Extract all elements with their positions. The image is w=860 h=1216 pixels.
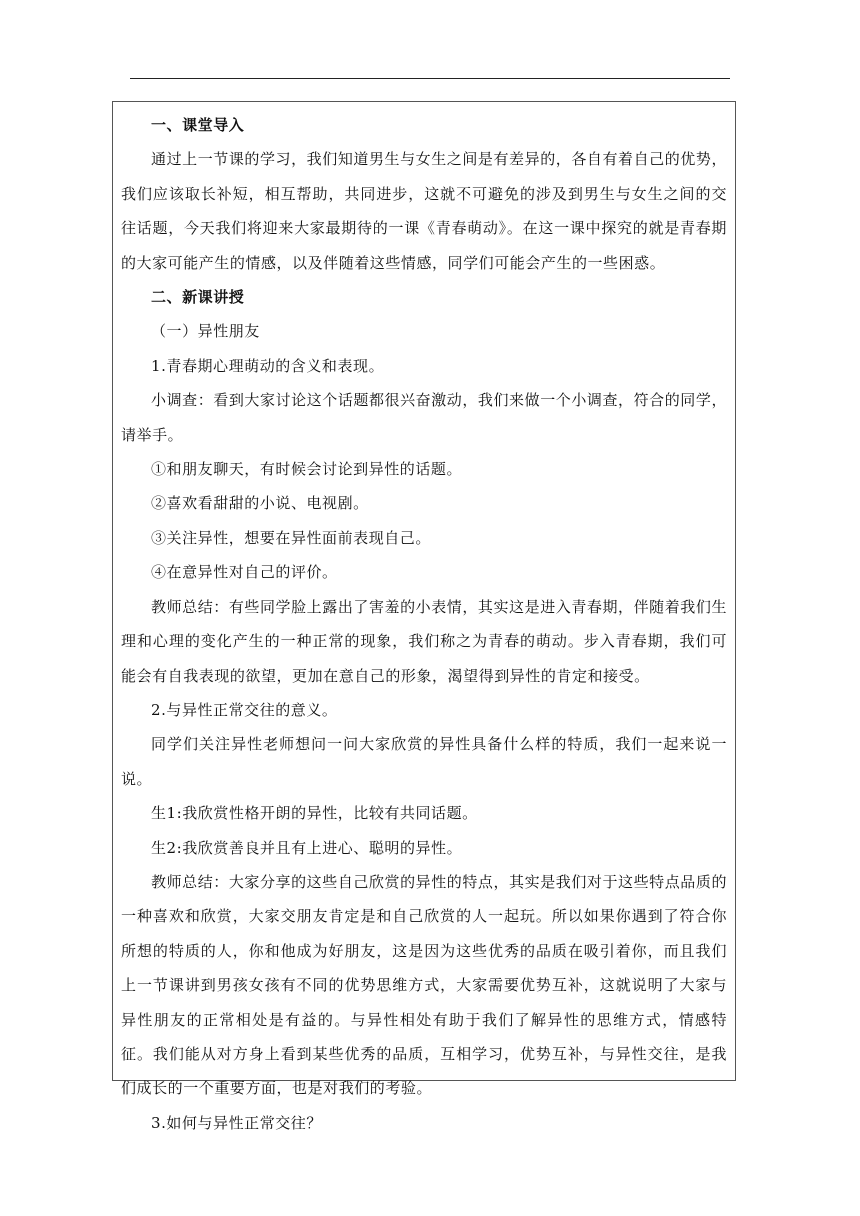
subheading-opposite-sex-friends: （一）异性朋友 bbox=[151, 322, 260, 341]
survey-item-3: ③关注异性，想要在异性面前表现自己。 bbox=[151, 528, 431, 547]
lesson-content-box bbox=[112, 101, 736, 1132]
point-1: 1.青春期心理萌动的含义和表现。 bbox=[151, 356, 385, 375]
teacher-summary-2: 教师总结：大家分享的这些自己欣赏的异性的特点，其实是我们对于这些特点品质的一种喜欢和欣赏，大家交朋友肯定是和自己欣赏的人一起玩。所以如果你遇到了符合你所想的特质的人，你和他成为好朋友，这是因为这些优秀的品质在吸引着你，而且我们上一节课讲到男孩女孩有不同的优势思维方式，大家需要优势互补，这就说明了大家与异性朋友的正常相处是有益的。与异性相处有助于我们了解异性的思维方式，情感特征。我们能从对方身上看到某些优秀的品质，互相学习，优势互补，与异性交往，是我们成长的一个重要方面，也是对我们的考验。 bbox=[121, 872, 727, 1098]
survey-item-1: ①和朋友聊天，有时候会讨论到异性的话题。 bbox=[151, 460, 463, 479]
intro-paragraph: 通过上一节课的学习，我们知道男生与女生之间是有差异的，各自有着自己的优势，我们应该取长补短，相互帮助，共同进步，这就不可避免的涉及到男生与女生之间的交往话题，今天我们将迎来大家最期待的一课《青春萌动》。在这一课中探究的就是青春期的大家可能产生的情感，以及伴随着这些情感，同学们可能会产生的一些困惑。 bbox=[121, 150, 727, 272]
survey-item-2: ②喜欢看甜甜的小说、电视剧。 bbox=[151, 494, 369, 513]
teacher-summary-1: 教师总结：有些同学脸上露出了害羞的小表情，其实这是进入青春期，伴随着我们生理和心理的变化产生的一种正常的现象，我们称之为青春的萌动。步入青春期，我们可能会有自我表现的欲望，更加在意自己的形象，渴望得到异性的肯定和接受。 bbox=[121, 597, 727, 685]
student-answer-2: 生2:我欣赏善良并且有上进心、聪明的异性。 bbox=[151, 838, 463, 857]
survey-paragraph: 小调查：看到大家讨论这个话题都很兴奋激动，我们来做一个小调查，符合的同学，请举手。 bbox=[121, 391, 727, 444]
header-rule bbox=[130, 78, 730, 79]
survey-item-4: ④在意异性对自己的评价。 bbox=[151, 563, 338, 582]
section-heading-new-lesson: 二、新课讲授 bbox=[151, 288, 245, 307]
point-3: 3.如何与异性正常交往？ bbox=[151, 1113, 322, 1132]
student-answer-1: 生1:我欣赏性格开朗的异性，比较有共同话题。 bbox=[151, 804, 478, 823]
question-paragraph: 同学们关注异性老师想问一问大家欣赏的异性具备什么样的特质，我们一起来说一说。 bbox=[121, 735, 727, 788]
point-2: 2.与异性正常交往的意义。 bbox=[151, 700, 338, 719]
section-heading-intro: 一、课堂导入 bbox=[151, 116, 245, 134]
